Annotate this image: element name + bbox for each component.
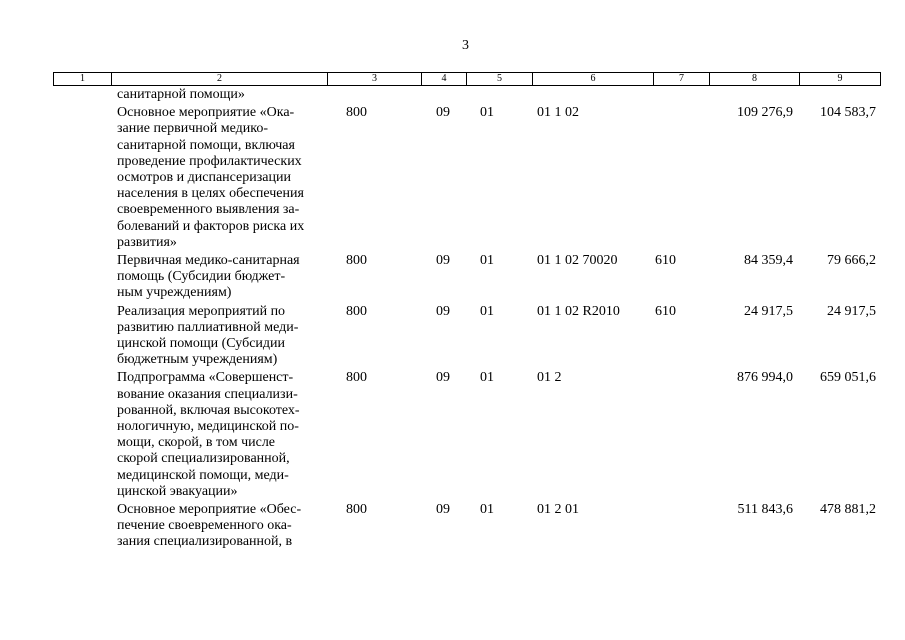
row-col9: 659 051,6 <box>820 370 876 386</box>
row-description: санитарной помощи» <box>117 87 245 102</box>
row-col9 <box>799 87 880 103</box>
row-col3: 800 <box>346 370 367 386</box>
row-col3: 800 <box>346 105 367 121</box>
table-row <box>53 368 880 500</box>
row-col7 <box>653 87 709 103</box>
row-col3: 800 <box>346 253 367 269</box>
row-col6: 01 2 <box>537 370 562 386</box>
header-cell-9: 9 <box>800 73 881 86</box>
row-col6: 01 1 02 70020 <box>537 253 618 269</box>
row-col6: 01 2 01 <box>537 502 579 518</box>
row-col9: 104 583,7 <box>820 105 876 121</box>
budget-table <box>53 87 880 551</box>
header-cell-4: 4 <box>422 73 467 86</box>
header-cell-6: 6 <box>533 73 654 86</box>
row-col9: 478 881,2 <box>820 502 876 518</box>
row-col9: 24 917,5 <box>827 303 876 319</box>
row-col8: 109 276,9 <box>737 105 793 121</box>
table-row <box>53 103 880 251</box>
row-col4: 09 <box>436 370 450 386</box>
row-col7: 610 <box>655 253 676 269</box>
row-description: Реализация мероприятий по развитию паллиативной меди- цинской помощи (Субсидии бюджетным учреждениям) <box>117 303 299 368</box>
table-row <box>53 500 880 551</box>
header-cell-8: 8 <box>710 73 800 86</box>
row-col7 <box>653 368 709 500</box>
row-col9: 79 666,2 <box>827 253 876 269</box>
row-description: Основное мероприятие «Ока- зание первичной медико- санитарной помощи, включая проведение профилактических осмотров и диспансеризации населения в целях обеспечения своевременного выявления за- болеваний и факторов риска их развития» <box>117 105 305 250</box>
header-cell-5: 5 <box>467 73 533 86</box>
row-col3: 800 <box>346 502 367 518</box>
row-col4: 09 <box>436 303 450 319</box>
row-col8: 84 359,4 <box>744 253 793 269</box>
page-number: 3 <box>462 38 469 53</box>
row-col6: 01 1 02 <box>537 105 579 121</box>
header-cell-7: 7 <box>654 73 710 86</box>
row-col4: 09 <box>436 502 450 518</box>
row-col3 <box>327 87 421 103</box>
row-col8: 24 917,5 <box>744 303 793 319</box>
table-row <box>53 302 880 369</box>
row-col7 <box>653 500 709 551</box>
row-col4: 09 <box>436 105 450 121</box>
row-col5: 01 <box>480 253 494 269</box>
row-col8 <box>709 87 799 103</box>
row-col8: 876 994,0 <box>737 370 793 386</box>
table-row <box>53 87 880 103</box>
row-description: Основное мероприятие «Обес- печение своевременного ока- зания специализированной, в <box>117 502 302 550</box>
row-col5 <box>466 87 532 103</box>
column-number-header <box>53 72 881 86</box>
row-col5: 01 <box>480 303 494 319</box>
header-cell-3: 3 <box>328 73 422 86</box>
row-description: Подпрограмма «Совершенст- вование оказания специализи- рованной, включая высокотех- нологичную, медицинской по- мощи, скорой, в том числе скорой специализированной, медицинской помощи, меди- цинской эвакуации» <box>117 370 300 499</box>
header-cell-1: 1 <box>54 73 112 86</box>
table-row <box>53 251 880 302</box>
row-description: Первичная медико-санитарная помощь (Субсидии бюджет- ным учреждениям) <box>117 253 300 301</box>
row-col7: 610 <box>655 303 676 319</box>
row-col3: 800 <box>346 303 367 319</box>
row-col7 <box>653 103 709 251</box>
row-col6 <box>532 87 653 103</box>
row-col6: 01 1 02 R2010 <box>537 303 620 319</box>
row-col8: 511 843,6 <box>737 502 793 518</box>
row-col5: 01 <box>480 370 494 386</box>
header-cell-2: 2 <box>112 73 328 86</box>
row-col4 <box>421 87 466 103</box>
row-col5: 01 <box>480 502 494 518</box>
row-col4: 09 <box>436 253 450 269</box>
row-col5: 01 <box>480 105 494 121</box>
